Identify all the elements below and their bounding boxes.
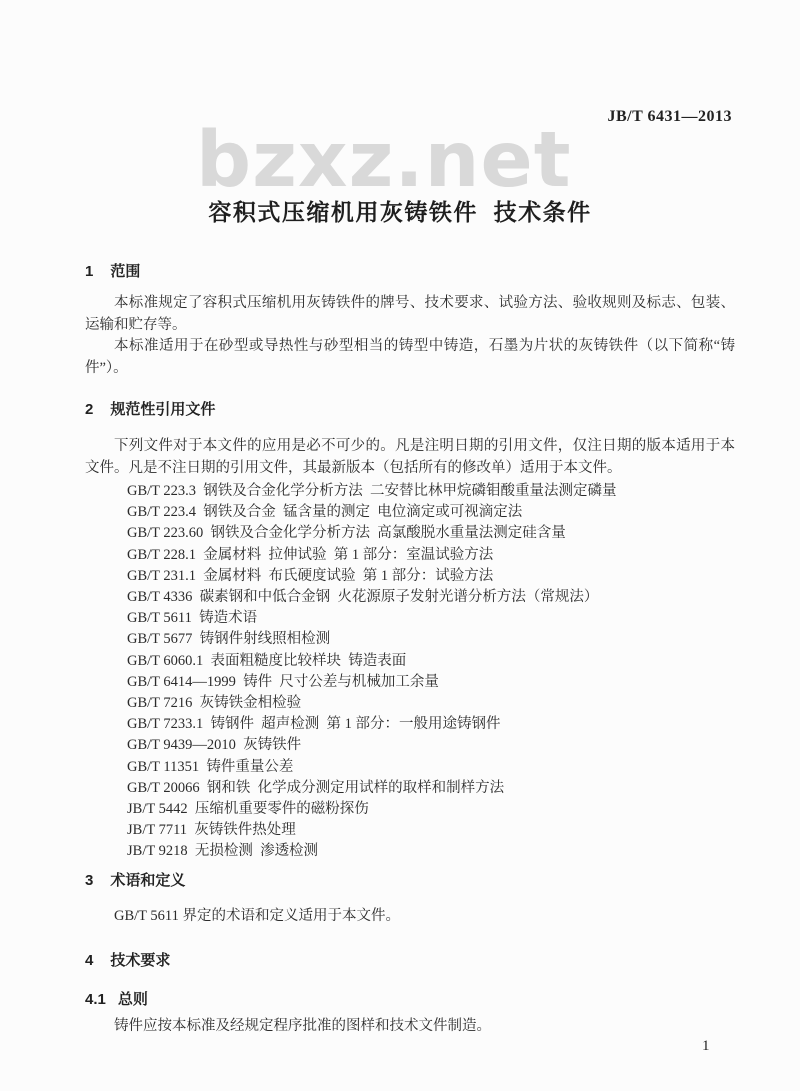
reference-item: JB/T 5442 压缩机重要零件的磁粉探伤 <box>127 801 369 818</box>
section-4-number: 4 <box>85 952 94 969</box>
reference-item: JB/T 9218 无损检测 渗透检测 <box>127 843 319 860</box>
reference-item: GB/T 4336 碳素钢和中低合金钢 火花源原子发射光谱分析方法（常规法） <box>127 589 599 606</box>
section-1-label: 范围 <box>110 263 141 280</box>
reference-item: GB/T 6414—1999 铸件 尺寸公差与机械加工余量 <box>127 673 439 690</box>
section-3-label: 术语和定义 <box>110 872 186 889</box>
reference-item: GB/T 9439—2010 灰铸铁件 <box>127 737 302 754</box>
reference-item: GB/T 223.4 钢铁及合金 锰含量的测定 电位滴定或可视滴定法 <box>127 504 523 521</box>
section-1-paragraph-2: 本标准适用于在砂型或导热性与砂型相当的铸型中铸造，石墨为片状的灰铸铁件（以下简称“铸件”）。 <box>85 338 735 376</box>
reference-item: GB/T 5611 铸造术语 <box>127 610 258 627</box>
standard-number: JB/T 6431—2013 <box>607 108 732 125</box>
section-2-intro-paragraph: 下列文件对于本文件的应用是必不可少的。凡是注明日期的引用文件，仅注日期的版本适用于本文件。凡是不注日期的引用文件，其最新版本（包括所有的修改单）适用于本文件。 <box>85 438 735 476</box>
section-3-paragraph-1: GB/T 5611 界定的术语和定义适用于本文件。 <box>114 908 400 924</box>
page-number: 1 <box>702 1038 710 1054</box>
section-1-number: 1 <box>85 263 94 280</box>
section-4-1-heading <box>85 988 735 1009</box>
reference-item: GB/T 223.60 钢铁及合金化学分析方法 高氯酸脱水重量法测定硅含量 <box>127 525 566 542</box>
section-2-heading <box>85 398 735 419</box>
reference-item: GB/T 231.1 金属材料 布氏硬度试验 第 1 部分：试验方法 <box>127 567 494 584</box>
section-2-label: 规范性引用文件 <box>110 401 216 418</box>
reference-item: GB/T 7233.1 铸钢件 超声检测 第 1 部分：一般用途铸钢件 <box>127 716 501 733</box>
reference-item: GB/T 5677 铸钢件射线照相检测 <box>127 631 331 648</box>
section-1-paragraph-1: 本标准规定了容积式压缩机用灰铸铁件的牌号、技术要求、试验方法、验收规则及标志、包装、运输和贮存等。 <box>85 295 735 333</box>
section-4-1-paragraph-1: 铸件应按本标准及经规定程序批准的图样和技术文件制造。 <box>114 1018 491 1034</box>
reference-item: GB/T 7216 灰铸铁金相检验 <box>127 695 302 712</box>
references-list <box>85 481 735 863</box>
section-4-heading <box>85 949 735 970</box>
reference-item: GB/T 228.1 金属材料 拉伸试验 第 1 部分：室温试验方法 <box>127 546 494 563</box>
section-2-number: 2 <box>85 401 94 418</box>
section-1-heading <box>85 260 735 281</box>
section-4-1-number: 4.1 <box>85 991 106 1008</box>
reference-item: GB/T 223.3 钢铁及合金化学分析方法 二安替比林甲烷磷钼酸重量法测定磷量 <box>127 483 617 499</box>
watermark: bzxz.net <box>196 116 572 205</box>
reference-item: GB/T 20066 钢和铁 化学成分测定用试样的取样和制样方法 <box>127 779 505 796</box>
section-4-label: 技术要求 <box>110 952 171 969</box>
reference-item: JB/T 7711 灰铸铁件热处理 <box>127 822 296 839</box>
section-4-1-label: 总则 <box>117 991 148 1008</box>
section-3-heading <box>85 869 735 890</box>
section-3-number: 3 <box>85 872 94 889</box>
reference-item: GB/T 11351 铸件重量公差 <box>127 758 294 775</box>
page-title: 容积式压缩机用灰铸铁件 技术条件 <box>208 199 592 225</box>
reference-item: GB/T 6060.1 表面粗糙度比较样块 铸造表面 <box>127 652 407 669</box>
